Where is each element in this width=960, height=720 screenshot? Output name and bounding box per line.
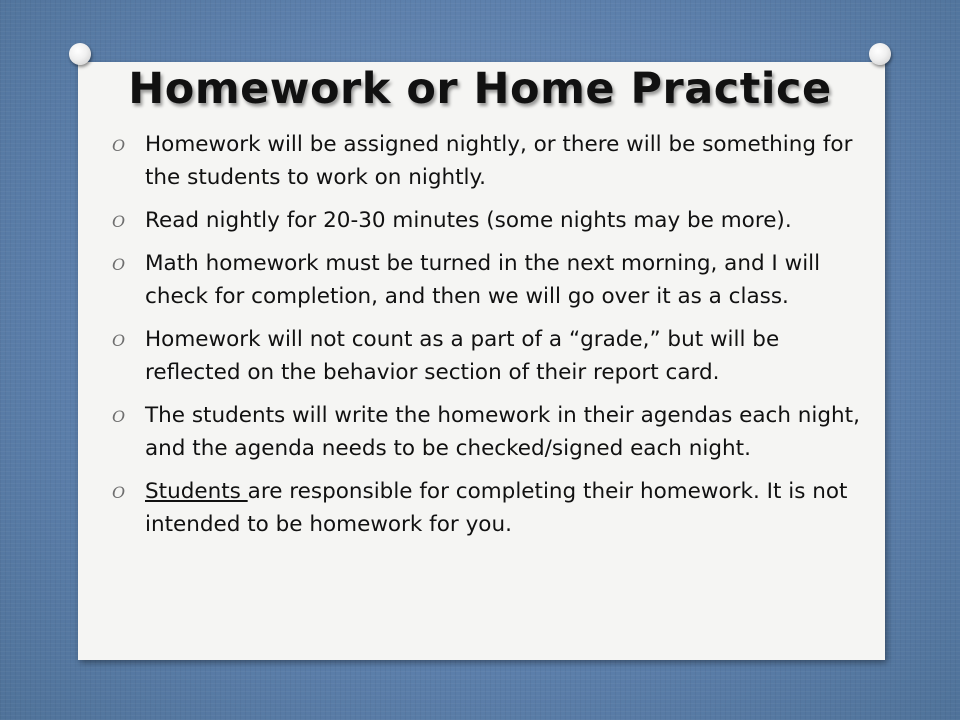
pushpin-icon	[869, 43, 891, 65]
bullet-marker-icon: O	[112, 331, 126, 350]
bullet-marker-icon: O	[112, 136, 126, 155]
bullet-text: Read nightly for 20-30 minutes (some nights may be more).	[145, 208, 792, 233]
bullet-marker-icon: O	[112, 212, 126, 231]
bullet-item	[112, 399, 862, 465]
bullet-text: Homework will be assigned nightly, or there will be something for the students to work on nightly.	[145, 132, 853, 190]
bullet-list	[112, 128, 862, 551]
bullet-underlined-text: Students	[145, 479, 248, 504]
bullet-item	[112, 204, 862, 237]
bullet-marker-icon: O	[112, 483, 126, 502]
bullet-item	[112, 475, 862, 541]
bullet-text: Math homework must be turned in the next morning, and I will check for completion, and then we will go over it as a class.	[145, 251, 821, 309]
bullet-item	[112, 323, 862, 389]
bullet-item	[112, 128, 862, 194]
bullet-text: Homework will not count as a part of a “grade,” but will be reflected on the behavior section of their report card.	[145, 327, 780, 385]
bullet-item	[112, 247, 862, 313]
bullet-text: The students will write the homework in their agendas each night, and the agenda needs to be checked/signed each night.	[145, 403, 860, 461]
bullet-marker-icon: O	[112, 407, 126, 426]
bullet-text: are responsible for completing their homework. It is not intended to be homework for you.	[145, 479, 848, 537]
pushpin-icon	[69, 43, 91, 65]
slide-title: Homework or Home Practice	[128, 64, 832, 114]
bullet-marker-icon: O	[112, 255, 126, 274]
